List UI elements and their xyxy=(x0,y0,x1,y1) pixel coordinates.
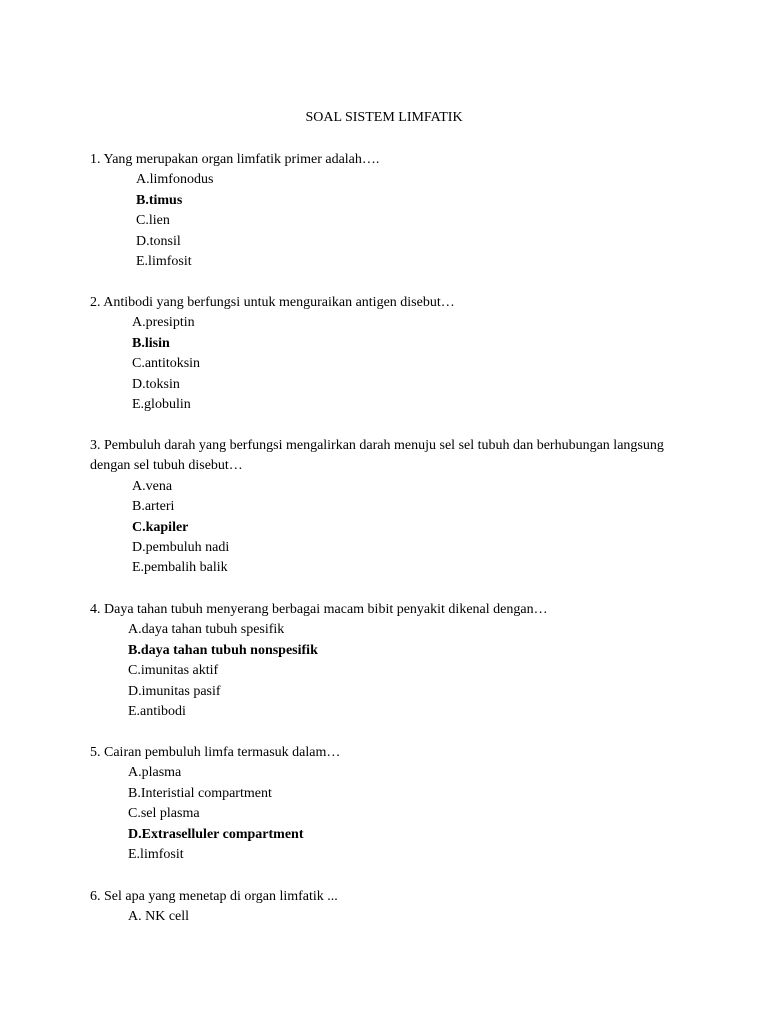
option-b: B.timus xyxy=(136,192,183,208)
question-1 xyxy=(90,150,670,272)
option-list xyxy=(90,313,670,415)
option-list xyxy=(90,477,670,579)
question-2 xyxy=(90,293,670,415)
option-b: B.Interistial compartment xyxy=(128,785,272,801)
option-d: D.toksin xyxy=(132,376,180,392)
option-b: B.daya tahan tubuh nonspesifik xyxy=(128,642,318,658)
option-e: E.antibodi xyxy=(128,704,186,720)
option-list xyxy=(90,907,670,927)
question-stem: 2. Antibodi yang berfungsi untuk menguraikan antigen disebut… xyxy=(90,295,455,310)
option-d: D.Extraselluler compartment xyxy=(128,826,304,842)
option-d: D.tonsil xyxy=(136,233,181,249)
question-4 xyxy=(90,600,670,722)
question-5 xyxy=(90,743,670,865)
option-list xyxy=(90,170,670,272)
option-c: C.sel plasma xyxy=(128,806,200,822)
option-a: A.vena xyxy=(132,478,173,494)
question-stem: 3. Pembuluh darah yang berfungsi mengalirkan darah menuju sel sel tubuh dan berhubungan langsung dengan sel tubuh disebut… xyxy=(90,438,664,474)
option-a: A.limfonodus xyxy=(136,172,214,188)
option-a: A.daya tahan tubuh spesifik xyxy=(128,622,285,638)
question-stem: 6. Sel apa yang menetap di organ limfatik ... xyxy=(90,889,338,904)
option-a: A.presiptin xyxy=(132,315,195,331)
option-b: B.lisin xyxy=(132,335,170,351)
option-c: C.antitoksin xyxy=(132,356,201,372)
option-c: C.imunitas aktif xyxy=(128,663,219,679)
option-d: D.pembuluh nadi xyxy=(132,540,230,556)
question-stem: 1. Yang merupakan organ limfatik primer adalah…. xyxy=(90,152,380,167)
option-a: A.plasma xyxy=(128,765,182,781)
option-c: C.lien xyxy=(136,213,170,229)
question-stem: 5. Cairan pembuluh limfa termasuk dalam… xyxy=(90,745,341,760)
option-e: E.limfosit xyxy=(128,847,184,863)
option-e: E.globulin xyxy=(132,397,191,413)
question-stem: 4. Daya tahan tubuh menyerang berbagai macam bibit penyakit dikenal dengan… xyxy=(90,602,548,617)
question-3 xyxy=(90,436,670,579)
option-e: E.pembalih balik xyxy=(132,560,228,576)
option-a: A. NK cell xyxy=(128,909,190,925)
option-d: D.imunitas pasif xyxy=(128,683,221,699)
option-c: C.kapiler xyxy=(132,519,189,535)
option-list xyxy=(90,763,670,865)
option-e: E.limfosit xyxy=(136,254,192,270)
page-title: SOAL SISTEM LIMFATIK xyxy=(305,110,463,125)
option-b: B.arteri xyxy=(132,499,175,515)
question-6 xyxy=(90,887,670,928)
option-list xyxy=(90,620,670,722)
